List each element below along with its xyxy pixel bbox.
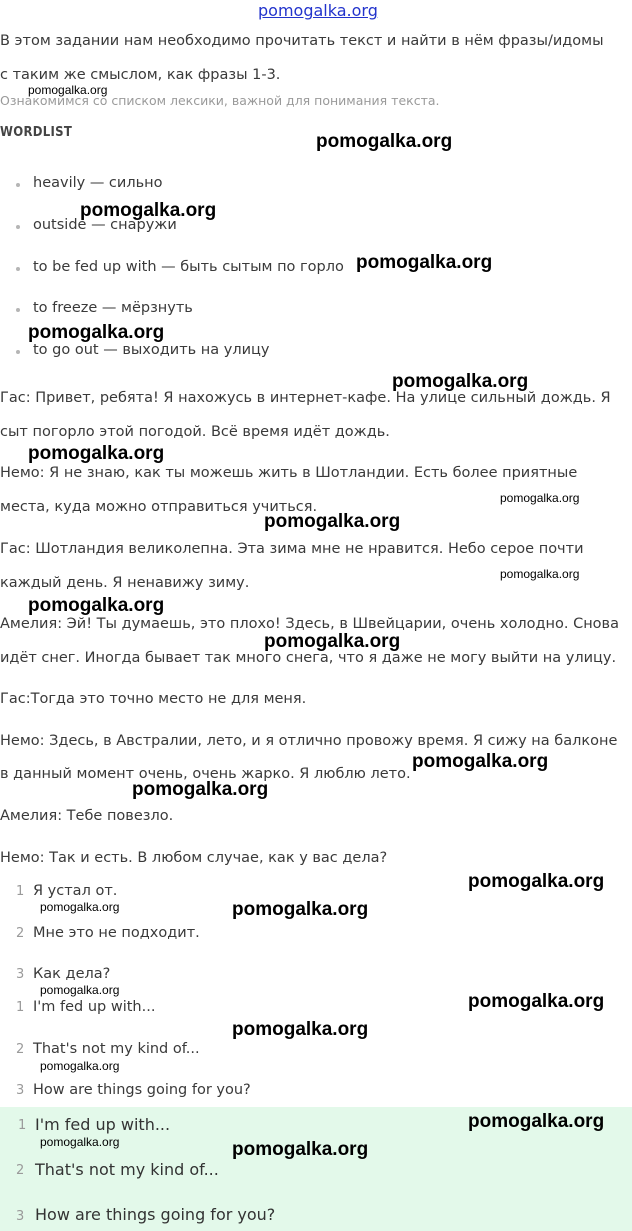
- list-number: 3: [16, 1209, 25, 1224]
- dialogue-line: места, куда можно отправиться учиться.: [0, 499, 318, 515]
- dialogue-line: Гас:Тогда это точно место не для меня.: [0, 691, 307, 707]
- watermark: pomogalka.org: [356, 252, 493, 273]
- russian-phrase: Мне это не подходит.: [33, 925, 200, 941]
- site-link[interactable]: pomogalka.org: [258, 1, 378, 20]
- wordlist-item-text: to freeze — мёрзнуть: [33, 300, 193, 316]
- wordlist-item-text: outside — снаружи: [33, 217, 177, 233]
- dialogue-line: каждый день. Я ненавижу зиму.: [0, 575, 250, 591]
- list-number: 2: [16, 1163, 25, 1178]
- list-number: 1: [16, 1000, 25, 1015]
- watermark: pomogalka.org: [500, 491, 580, 505]
- dialogue-line: Амелия: Эй! Ты думаешь, это плохо! Здесь, в Швейцарии, очень холодно. Снова: [0, 616, 619, 632]
- watermark: pomogalka.org: [500, 567, 580, 581]
- wordlist-item-text: heavily — сильно: [33, 175, 163, 191]
- bullet-icon: [16, 350, 20, 354]
- dialogue-line: Немо: Так и есть. В любом случае, как у вас дела?: [0, 850, 388, 866]
- watermark: pomogalka.org: [412, 751, 549, 772]
- dialogue-line: Немо: Я не знаю, как ты можешь жить в Шотландии. Есть более приятные: [0, 465, 578, 481]
- watermark: pomogalka.org: [28, 322, 165, 343]
- intro-line-2: с таким же смыслом, как фразы 1-3.: [0, 67, 281, 83]
- intro-line-1: В этом задании нам необходимо прочитать текст и найти в нём фразы/идомы: [0, 33, 604, 49]
- english-phrase: That's not my kind of...: [33, 1041, 200, 1057]
- dialogue-line: идёт снег. Иногда бывает так много снега, что я даже не могу выйти на улицу.: [0, 650, 617, 666]
- dialogue-line: Гас: Привет, ребята! Я нахожусь в интернет-кафе. На улице сильный дождь. Я: [0, 390, 611, 406]
- watermark: pomogalka.org: [392, 371, 529, 392]
- list-number: 1: [18, 1118, 27, 1133]
- russian-phrase: Как дела?: [33, 966, 111, 982]
- watermark: pomogalka.org: [468, 1111, 605, 1132]
- watermark: pomogalka.org: [80, 200, 217, 221]
- dialogue-line: в данный момент очень, очень жарко. Я люблю лето.: [0, 766, 411, 782]
- wordlist-item-text: to go out — выходить на улицу: [33, 342, 270, 358]
- english-phrase: I'm fed up with...: [33, 999, 156, 1015]
- answer-phrase: That's not my kind of...: [35, 1160, 219, 1179]
- watermark: pomogalka.org: [232, 1019, 369, 1040]
- list-number: 3: [16, 967, 25, 982]
- dialogue-line: Немо: Здесь, в Австралии, лето, и я отлично провожу время. Я сижу на балконе: [0, 733, 618, 749]
- dialogue-line: сыт погорло этой погодой. Всё время идёт дождь.: [0, 424, 390, 440]
- watermark: pomogalka.org: [40, 983, 120, 997]
- watermark: pomogalka.org: [232, 1139, 369, 1160]
- wordlist-title: WORDLIST: [0, 125, 73, 140]
- watermark: pomogalka.org: [316, 131, 453, 152]
- watermark: pomogalka.org: [40, 1059, 120, 1073]
- intro-subline: Ознакомимся со списком лексики, важной для понимания текста.: [0, 93, 440, 108]
- list-number: 1: [16, 884, 25, 899]
- watermark: pomogalka.org: [468, 991, 605, 1012]
- dialogue-line: Гас: Шотландия великолепна. Эта зима мне не нравится. Небо серое почти: [0, 541, 584, 557]
- answer-phrase: I'm fed up with...: [35, 1115, 171, 1134]
- list-number: 2: [16, 1042, 25, 1057]
- russian-phrase: Я устал от.: [33, 883, 118, 899]
- list-number: 2: [16, 926, 25, 941]
- watermark: pomogalka.org: [40, 1135, 120, 1149]
- watermark: pomogalka.org: [232, 899, 369, 920]
- watermark: pomogalka.org: [40, 900, 120, 914]
- bullet-icon: [16, 183, 20, 187]
- dialogue-line: Амелия: Тебе повезло.: [0, 808, 174, 824]
- watermark: pomogalka.org: [28, 595, 165, 616]
- bullet-icon: [16, 267, 20, 271]
- watermark: pomogalka.org: [264, 631, 401, 652]
- answer-phrase: How are things going for you?: [35, 1205, 276, 1224]
- watermark: pomogalka.org: [28, 83, 108, 97]
- bullet-icon: [16, 308, 20, 312]
- watermark: pomogalka.org: [132, 779, 269, 800]
- watermark: pomogalka.org: [264, 511, 401, 532]
- watermark: pomogalka.org: [468, 871, 605, 892]
- bullet-icon: [16, 225, 20, 229]
- english-phrase: How are things going for you?: [33, 1082, 251, 1098]
- watermark: pomogalka.org: [28, 443, 165, 464]
- list-number: 3: [16, 1083, 25, 1098]
- wordlist-item-text: to be fed up with — быть сытым по горло: [33, 259, 344, 275]
